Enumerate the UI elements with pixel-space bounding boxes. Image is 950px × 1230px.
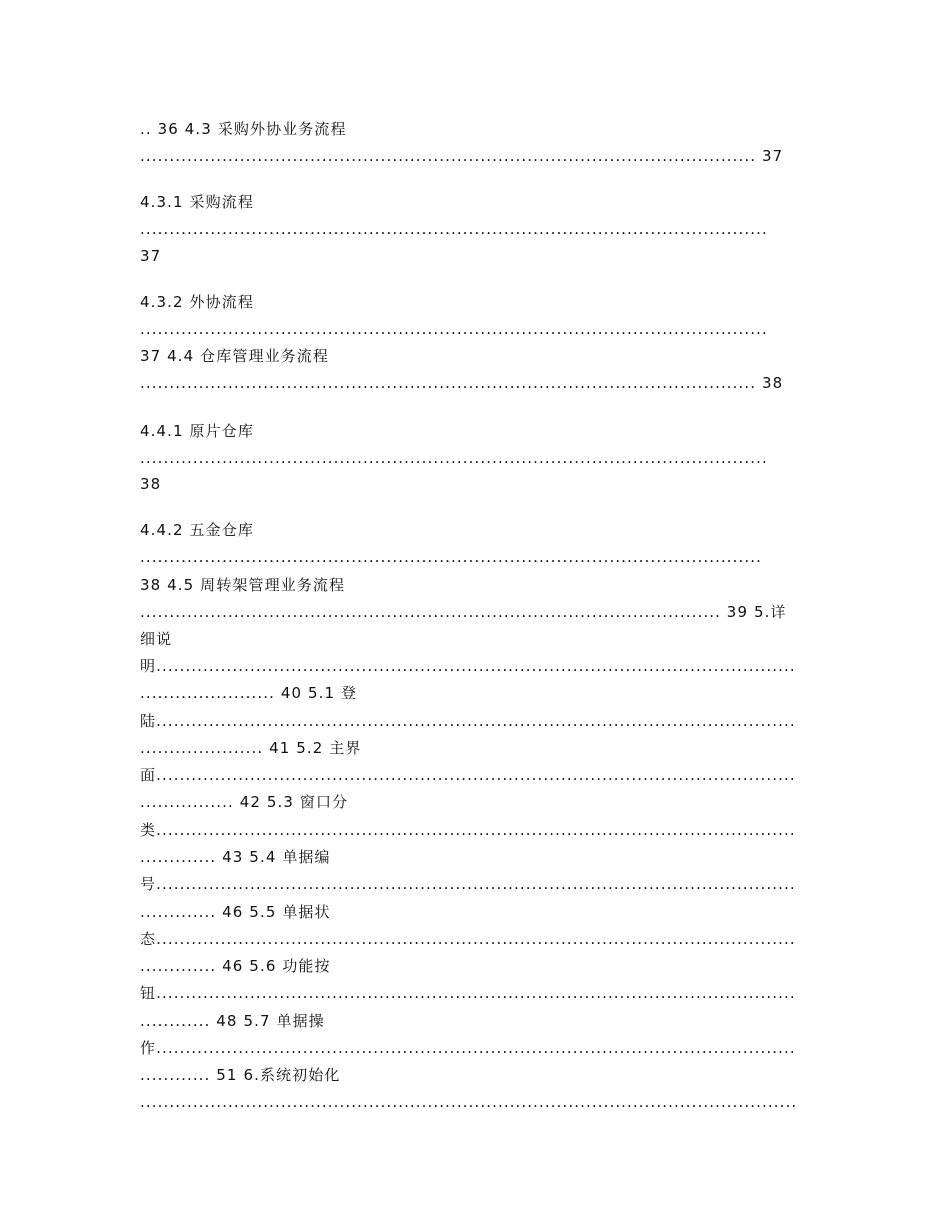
toc-page-number: 37 [140, 247, 162, 265]
toc-line: ............ 51 6.系统初始化 [140, 1066, 341, 1084]
toc-line: ............. 46 5.5 单据状 [140, 903, 331, 921]
toc-leader: ................................................................................................... 39 5.详 [140, 603, 787, 621]
toc-line: ............. 46 5.6 功能按 [140, 957, 331, 975]
toc-page-number: 38 [140, 475, 162, 493]
toc-leader: 类............................................................................................................. [140, 821, 796, 839]
toc-line: 4.3.1 采购流程 [140, 193, 254, 211]
toc-line: ............. 43 5.4 单据编 [140, 848, 331, 866]
toc-line: ..................... 41 5.2 主界 [140, 739, 362, 757]
toc-line: ....................... 40 5.1 登 [140, 684, 358, 702]
toc-leader: 号............................................................................................................. [140, 875, 796, 893]
toc-line: ............ 48 5.7 单据操 [140, 1012, 325, 1030]
toc-line: 4.4.1 原片仓库 [140, 422, 254, 440]
toc-leader: 钮............................................................................................................. [140, 984, 796, 1002]
toc-leader: ........................................................................................................... [140, 220, 768, 238]
toc-line: 4.4.2 五金仓库 [140, 521, 254, 539]
toc-line: 细说 [140, 630, 173, 648]
toc-line: 4.3.2 外协流程 [140, 293, 254, 311]
toc-line: ................ 42 5.3 窗口分 [140, 793, 349, 811]
toc-line: 38 4.5 周转架管理业务流程 [140, 576, 346, 594]
toc-line: .. 36 4.3 采购外协业务流程 [140, 120, 347, 138]
toc-leader: .......................................................................................................... [140, 548, 763, 566]
toc-leader: ................................................................................................................ [140, 1093, 798, 1111]
toc-leader: ........................................................................................................... [140, 449, 768, 467]
toc-line: 37 4.4 仓库管理业务流程 [140, 347, 329, 365]
toc-leader: 明............................................................................................................. [140, 657, 796, 675]
toc-leader: 态............................................................................................................. [140, 930, 796, 948]
toc-leader: 作............................................................................................................. [140, 1039, 796, 1057]
toc-leader: ........................................................................................................... [140, 320, 768, 338]
toc-leader: 面............................................................................................................. [140, 766, 796, 784]
toc-leader: 陆............................................................................................................. [140, 712, 796, 730]
toc-leader: ......................................................................................................... 37 [140, 147, 784, 165]
toc-leader: ......................................................................................................... 38 [140, 374, 784, 392]
